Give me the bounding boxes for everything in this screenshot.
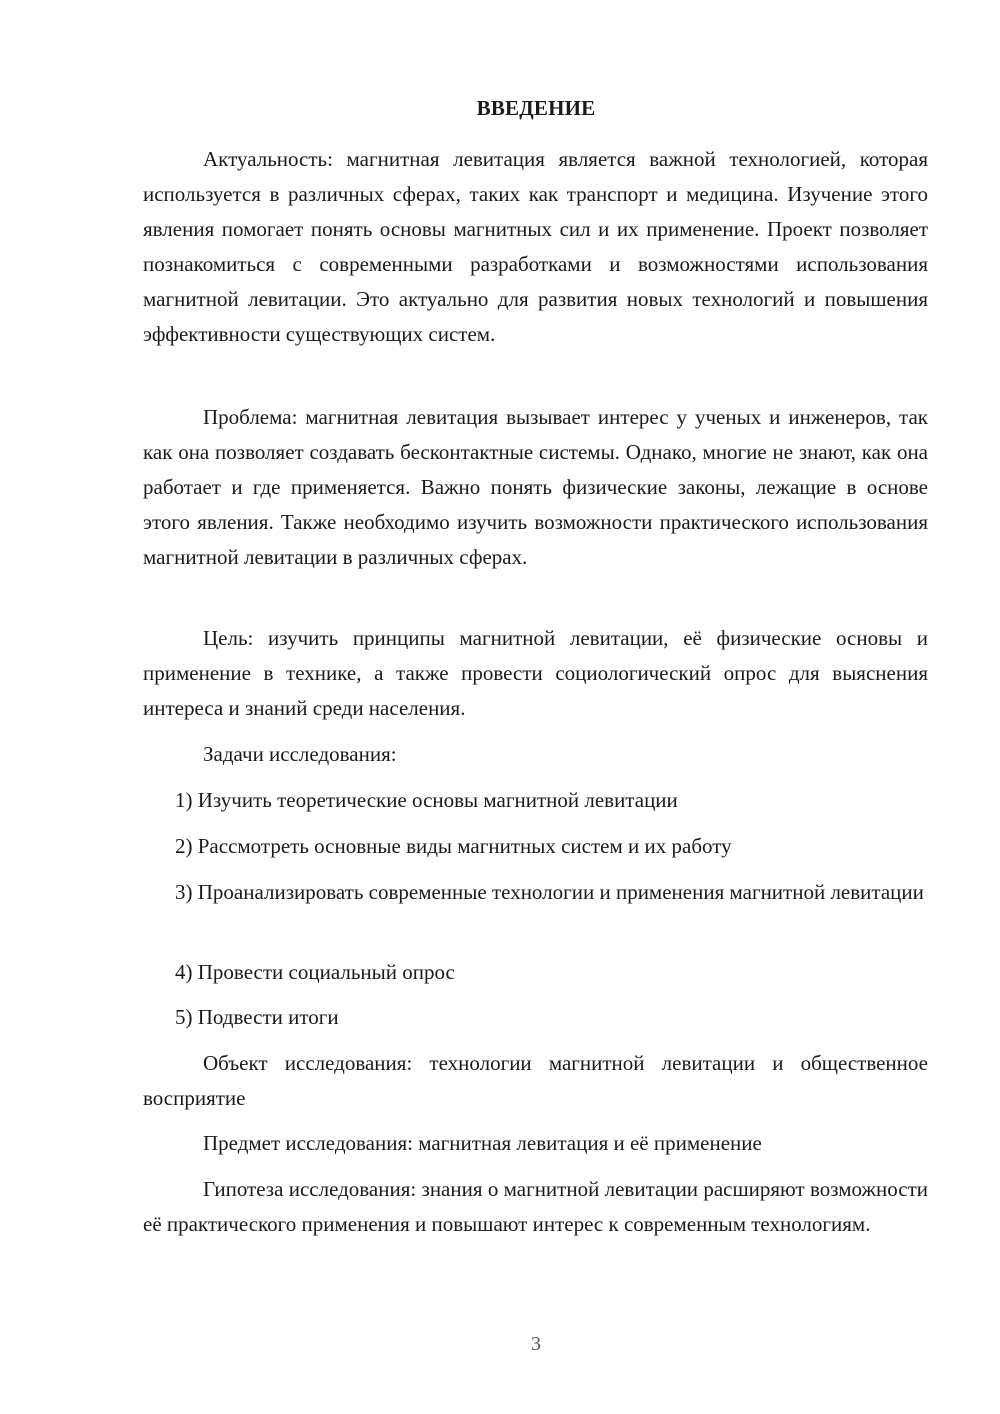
task-item-3: 3) Проанализировать современные технологии и применения магнитной левитации (175, 880, 924, 904)
section-heading: ВВЕДЕНИЕ (476, 96, 596, 120)
paragraph-subject: Предмет исследования: магнитная левитация и её применение (203, 1131, 762, 1155)
tasks-title: Задачи исследования: (203, 742, 397, 766)
task-item-2: 2) Рассмотреть основные виды магнитных систем и их работу (175, 834, 732, 858)
paragraph-relevance: Актуальность: магнитная левитация является важной технологией, которая используется в различных сферах, таких как транспорт и медицина. Изучение этого явления помогает понять основы магнитных сил и их применение. Проект позволяет познакомиться с современными разработками и возможностями использования магнитной левитации. Это актуально для развития новых технологий и повышения эффективности существующих систем. (143, 147, 928, 346)
paragraph-goal: Цель: изучить принципы магнитной левитации, её физические основы и применение в технике, а также провести социологический опрос для выяснения интереса и знаний среди населения. (143, 626, 928, 720)
task-item-1: 1) Изучить теоретические основы магнитной левитации (175, 788, 678, 812)
task-item-5: 5) Подвести итоги (175, 1005, 339, 1029)
page-number: 3 (531, 1333, 541, 1355)
paragraph-object: Объект исследования: технологии магнитной левитации и общественное восприятие (143, 1051, 928, 1110)
paragraph-hypothesis: Гипотеза исследования: знания о магнитной левитации расширяют возможности её практического применения и повышают интерес к современным технологиям. (143, 1177, 928, 1236)
paragraph-problem: Проблема: магнитная левитация вызывает интерес у ученых и инженеров, так как она позволяет создавать бесконтактные системы. Однако, многие не знают, как она работает и где применяется. Важно понять физические законы, лежащие в основе этого явления. Также необходимо изучить возможности практического использования магнитной левитации в различных сферах. (143, 405, 928, 569)
task-item-4: 4) Провести социальный опрос (175, 960, 455, 984)
